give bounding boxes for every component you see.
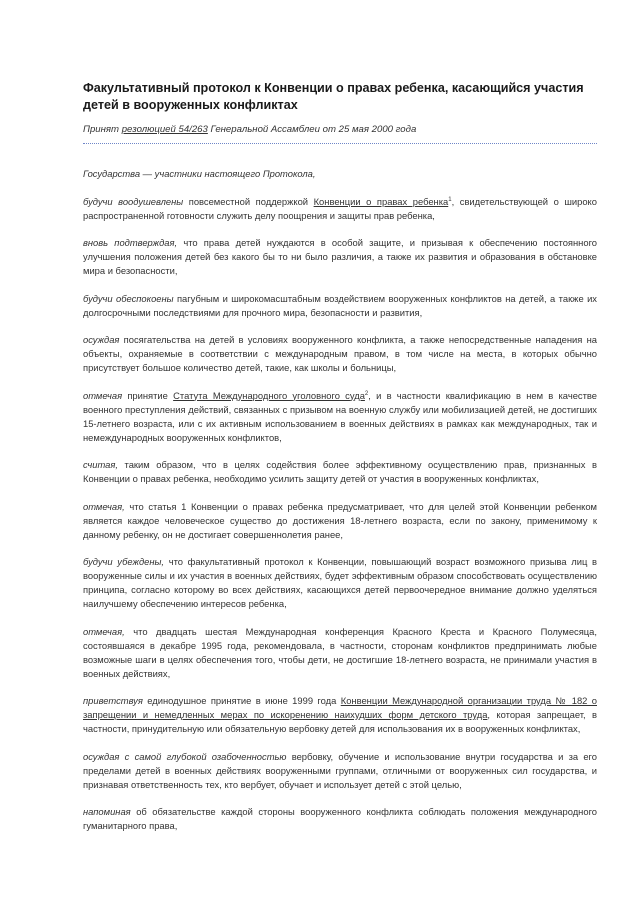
preamble-paragraph [83,195,597,223]
preamble-paragraph [83,458,597,486]
paragraph-lead: отмечая [83,389,123,401]
adoption-note-text: Принят [83,124,122,135]
preamble-paragraph [83,500,597,542]
paragraph-lead: напоминая [83,806,131,817]
footnote-ref[interactable]: 2 [364,390,369,397]
document-link[interactable]: Конвенции о правах ребенка [313,195,449,207]
paragraph-lead: осуждая с самой глубокой озабоченностью [83,750,287,762]
paragraph-text: что права детей нуждаются в особой защите, и призывая к обеспечению постоянного улучшения положения детей без какого бы то ни было различия, а также их развития и образования в обстановке мира и безопасности, [83,237,597,276]
preamble-paragraph [83,625,597,681]
paragraph-lead: приветствуя [83,695,143,706]
document-page [83,80,597,847]
paragraph-text: пагубным и широкомасштабным воздействием вооруженных конфликтов на детей, а также их долгосрочными последствиями для прочного мира, безопасности и развития, [83,292,597,318]
paragraph-text: , свидетельствующей о широко распространенной готовности служить делу поощрения и защиты прав ребенка, [83,195,597,221]
preamble-paragraph [83,389,597,445]
paragraph-text: единодушное принятие в июне 1999 года [142,695,341,706]
paragraph-text: что статья 1 Конвенции о правах ребенка предусматривает, что для целей этой Конвенции ребенком является каждое человеческое существо до достижения 18-летнего возраста, если по закону, применимому к данному ребенку, он не достигает совершеннолетия ранее, [83,500,597,540]
paragraph-text: принятие [122,389,174,401]
adoption-note [83,123,597,136]
adoption-note-text: Генеральной Ассамблеи от 25 мая 2000 года [207,124,417,135]
resolution-link[interactable]: резолюцией 54/263 [121,124,208,135]
paragraph-lead: будучи воодушевлены [83,195,184,207]
preamble-paragraph [83,292,597,320]
paragraph-lead: Государства — участники настоящего Протокола, [83,168,316,179]
paragraph-lead: осуждая [83,334,120,345]
paragraph-text: повсеместной поддержкой [183,195,314,207]
preamble-paragraph [83,750,597,792]
footnote-ref[interactable]: 1 [448,196,452,203]
paragraph-text: , которая запрещает, в частности, принудительную или обязательную вербовку детей для использования их в вооруженных конфликтах, [83,709,597,734]
paragraph-text: об обязательстве каждой стороны вооруженного конфликта соблюдать положения международного гуманитарного права, [83,806,597,831]
paragraph-text: вербовку, обучение и использование внутри государства и за его пределами детей в военных действиях вооруженными группами, отличными от вооруженных сил государства, и признавая ответственность тех, кто вербует, обучает и использует детей с этой целью, [83,750,597,790]
paragraph-lead: будучи убеждены, [83,556,165,567]
preamble [83,167,597,833]
preamble-paragraph [83,555,597,611]
document-link[interactable]: Статута Международного уголовного суда [173,389,365,401]
paragraph-text: что факультативный протокол к Конвенции, повышающий возраст возможного призыва лиц в вооруженные силы и их участия в военных действиях, будет эффективным образом способствовать осуществлению принципа, согласно которому во всех действиях, касающихся детей первоочередное внимание должно уделяться наилучшему обеспечению интересов ребенка, [83,556,597,609]
paragraph-lead: отмечая, [83,625,125,637]
preamble-paragraph [83,333,597,375]
paragraph-text: что двадцать шестая Международная конференция Красного Креста и Красного Полумесяца, состоявшаяся в декабре 1995 года, рекомендовала, в частности, сторонам конфликтов предпринимать любые возможные шаги в целях обеспечения того, чтобы дети, не достигшие 18-летнего возраста, не принимали участия в военных действиях, [83,625,597,679]
paragraph-lead: отмечая, [83,500,125,512]
paragraph-text: посягательства на детей в условиях вооруженного конфликта, а также непосредственные нападения на объекты, охраняемые в соответствии с международным правом, в том числе на места, в которых обычно присутствует большое количество детей, такие, как школы и больницы, [83,334,597,373]
paragraph-text: таким образом, что в целях содействия более эффективному осуществлению прав, признанных в Конвенции о правах ребенка, необходимо усилить защиту детей от участия в вооруженных конфликтах, [83,459,597,484]
preamble-paragraph [83,694,597,736]
preamble-paragraph [83,805,597,833]
paragraph-lead: считая, [83,459,118,470]
preamble-paragraph [83,236,597,278]
preamble-paragraph [83,167,597,181]
paragraph-text: , и в частности квалификацию в нем в качестве военного преступления действий, связанных с призывом на военную службу или мобилизацией детей, не достигших 15-летнего возраста, или с их активным использованием в военных действиях в рамках как международных, так и немеждународных вооруженных конфликтов, [83,389,597,443]
paragraph-lead: вновь подтверждая, [83,237,178,248]
document-link[interactable]: Конвенции Международной организации труда № 182 о запрещении и немедленных мерах по искоренению наихудших форм детского труда [83,695,597,720]
document-title: Факультативный протокол к Конвенции о правах ребенка, касающийся участия детей в вооруженных конфликтах [83,81,584,112]
divider [83,143,597,144]
paragraph-lead: будучи обеспокоены [83,292,174,304]
